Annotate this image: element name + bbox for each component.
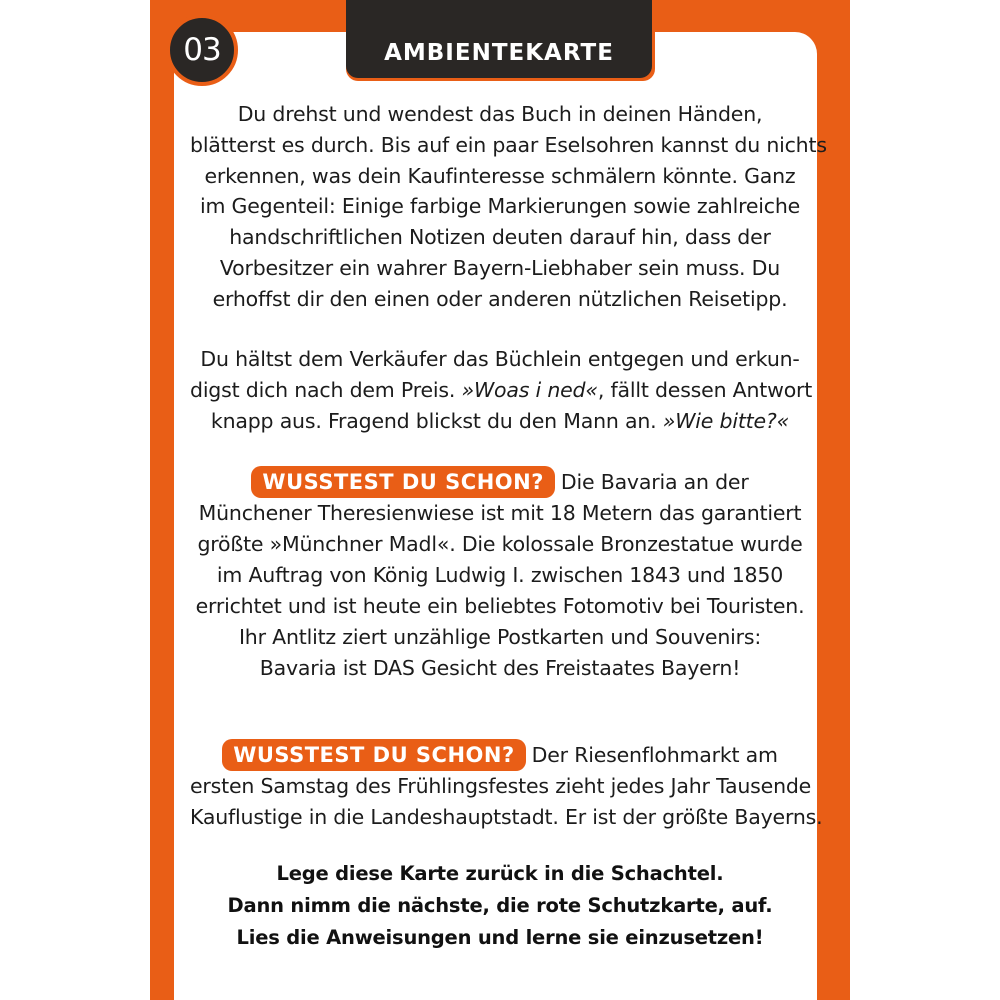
- text-segment: Der Riesenflohmarkt am: [531, 743, 778, 767]
- card-title: AMBIENTEKARTE: [346, 0, 652, 78]
- text-line: ersten Samstag des Frühlingsfestes zieht jedes Jahr Tausende: [190, 774, 812, 798]
- text-line: erkennen, was dein Kaufinteresse schmälern könnte. Ganz: [204, 163, 796, 188]
- text-line: blätterst es durch. Bis auf ein paar Eselsohren kannst du nichts: [190, 132, 827, 157]
- instructions: [190, 858, 810, 954]
- text-line: erhoffst dir den einen oder anderen nützlichen Reisetipp.: [212, 286, 788, 311]
- story-paragraph-2: [190, 344, 813, 436]
- text-segment: knapp aus. Fragend blickst du den Mann an.: [210, 408, 663, 433]
- text-line: Münchener Theresienwiese ist mit 18 Metern das garantiert: [198, 501, 802, 525]
- text-segment: , fällt dessen Antwort: [597, 377, 813, 402]
- text-line: im Auftrag von König Ludwig I. zwischen 1843 und 1850: [216, 563, 784, 587]
- card-number-badge: 03: [166, 14, 238, 86]
- text-line: Du drehst und wendest das Buch in deinen Händen,: [237, 102, 763, 126]
- story-paragraph-1: [190, 99, 827, 315]
- text-line: Ihr Antlitz ziert unzählige Postkarten und Souvenirs:: [238, 625, 762, 649]
- text-line: [190, 739, 810, 771]
- text-line: Bavaria ist DAS Gesicht des Freistaates Bayern!: [259, 656, 741, 680]
- text-line: Vorbesitzer ein wahrer Bayern-Liebhaber sein muss. Du: [219, 255, 781, 280]
- fact-badge: WUSSTEST DU SCHON?: [251, 466, 554, 498]
- fact-section-1: [190, 466, 810, 684]
- text-line: [190, 466, 810, 498]
- text-segment: Die Bavaria an der: [560, 470, 749, 494]
- text-line: Kauflustige in die Landeshauptstadt. Er ist der größte Bayerns.: [190, 804, 823, 829]
- text-line: Du hältst dem Verkäufer das Büchlein entgegen und erkun-: [200, 347, 800, 371]
- text-segment: digst dich nach dem Preis.: [190, 377, 462, 402]
- fact-badge: WUSSTEST DU SCHON?: [222, 739, 525, 771]
- text-line: im Gegenteil: Einige farbige Markierungen sowie zahlreiche: [199, 194, 801, 219]
- quote-text: »Woas i ned«: [461, 377, 598, 402]
- quote-text: »Wie bitte?«: [662, 408, 790, 433]
- instruction-line: Dann nimm die nächste, die rote Schutzkarte, auf.: [227, 894, 773, 917]
- instruction-line: Lege diese Karte zurück in die Schachtel.: [276, 862, 724, 885]
- fact-section-2: [190, 739, 823, 833]
- text-line: größte »Münchner Madl«. Die kolossale Bronzestatue wurde: [197, 532, 803, 556]
- text-line: errichtet und ist heute ein beliebtes Fotomotiv bei Touristen.: [195, 594, 805, 618]
- instruction-line: Lies die Anweisungen und lerne sie einzusetzen!: [236, 926, 764, 949]
- text-line: handschriftlichen Notizen deuten darauf hin, dass der: [229, 225, 771, 250]
- text-line: [190, 375, 813, 406]
- text-line: [190, 406, 810, 437]
